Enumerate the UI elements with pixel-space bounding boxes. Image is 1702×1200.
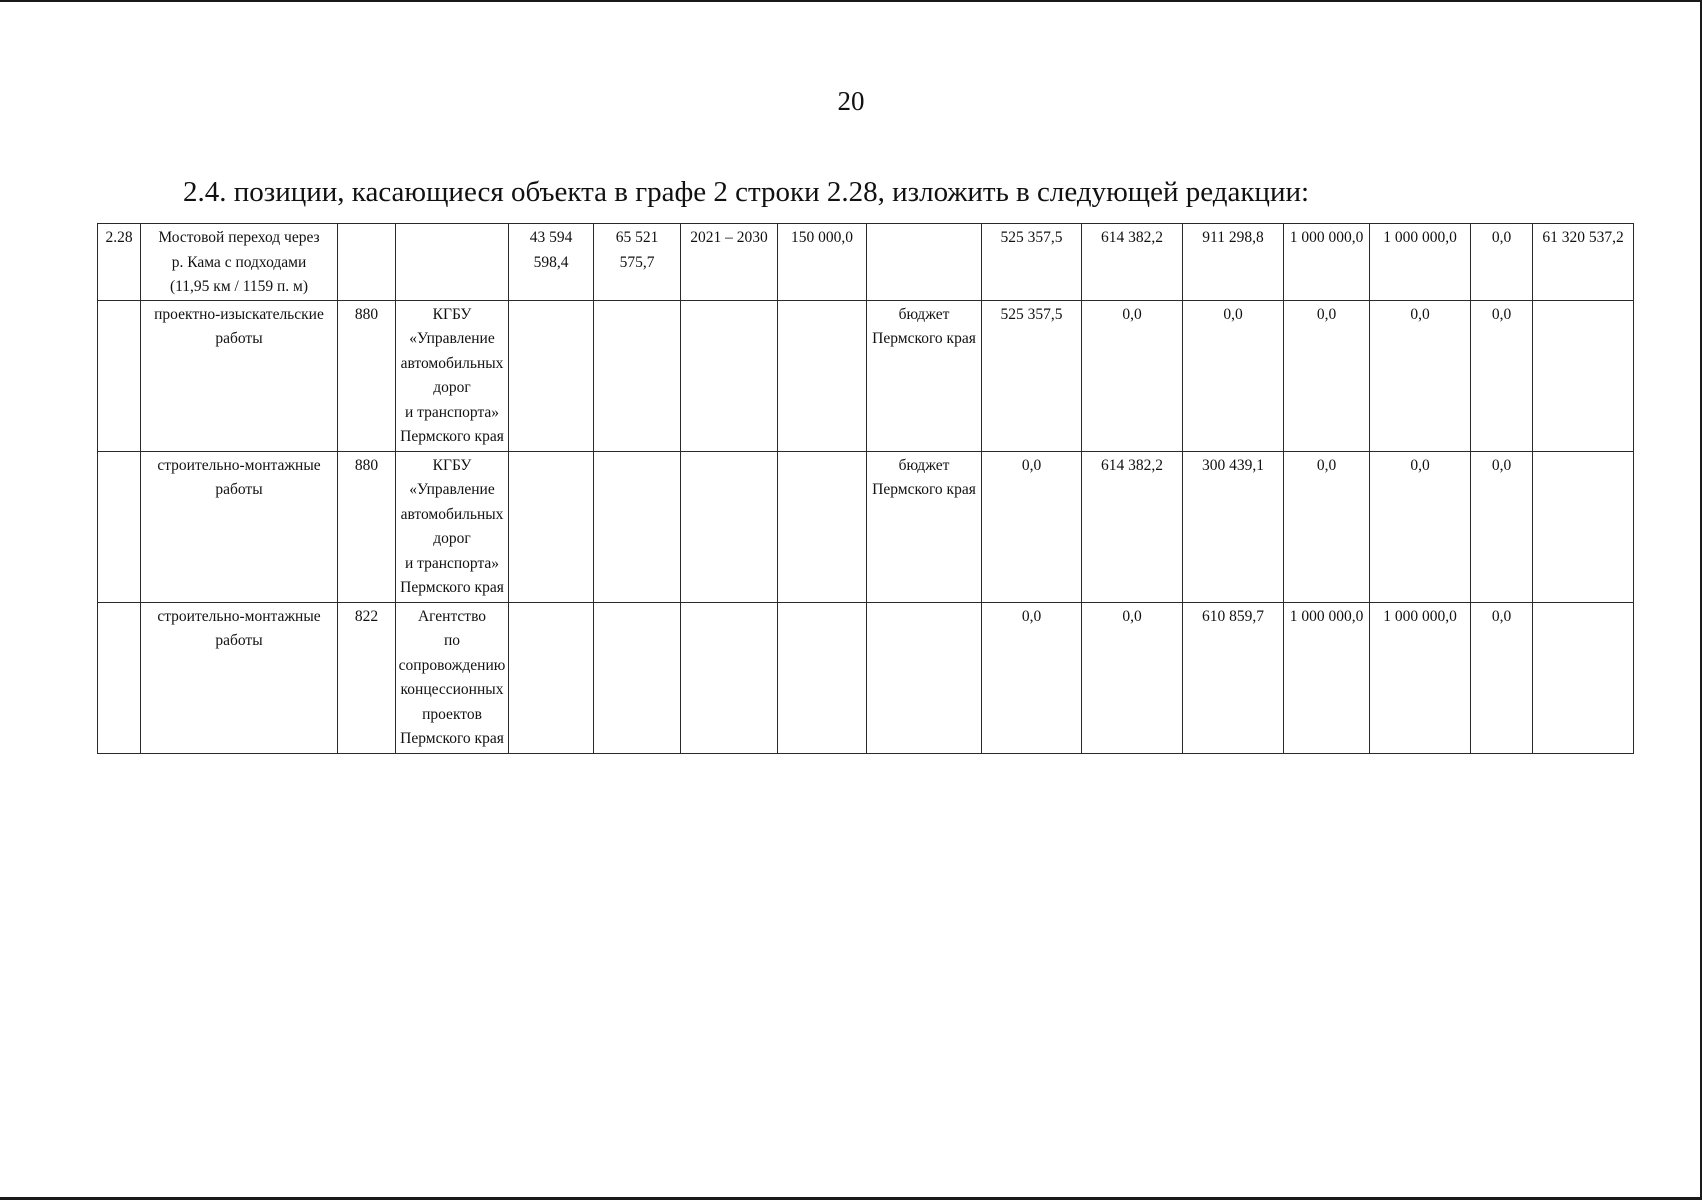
cell-object-name	[141, 602, 338, 753]
cell-amount-4: 1 000 000,0	[1284, 602, 1370, 753]
cell-implementation-period	[681, 602, 778, 753]
cell-amount-3: 300 439,1	[1183, 451, 1284, 602]
cell-row-number: 2.28	[98, 224, 141, 301]
cell-amount-5: 1 000 000,0	[1370, 224, 1471, 301]
cell-object-name	[141, 224, 338, 301]
cell-amount-3: 911 298,8	[1183, 224, 1284, 301]
table-body	[98, 224, 1634, 754]
cell-estimated-cost	[509, 224, 594, 301]
cell-line: автомобильных	[400, 354, 504, 372]
cell-amount-4: 1 000 000,0	[1284, 224, 1370, 301]
cell-amount-2: 0,0	[1082, 300, 1183, 451]
cell-capacity	[778, 451, 867, 602]
cell-amount-6: 0,0	[1471, 602, 1533, 753]
cell-row-number	[98, 300, 141, 451]
cell-capacity	[778, 300, 867, 451]
cell-funding-source	[867, 300, 982, 451]
cell-line: Агентство	[417, 607, 487, 625]
cell-line: бюджет	[898, 456, 950, 474]
cell-object-name	[141, 451, 338, 602]
cell-line: 65 521	[615, 229, 659, 246]
cell-estimated-cost	[509, 451, 594, 602]
cell-estimated-cost-2	[594, 451, 681, 602]
cell-line: Пермского края	[400, 428, 504, 445]
cell-total	[1533, 451, 1634, 602]
cell-line: дорог	[433, 530, 471, 547]
cell-line: 598,4	[533, 253, 569, 271]
cell-estimated-cost-2	[594, 300, 681, 451]
cell-admin-code: 880	[338, 451, 396, 602]
cell-line: по	[443, 632, 461, 649]
cell-amount-3: 610 859,7	[1183, 602, 1284, 753]
cell-line: дорог	[433, 379, 471, 396]
cell-amount-4: 0,0	[1284, 300, 1370, 451]
cell-estimated-cost-2	[594, 602, 681, 753]
cell-capacity	[778, 602, 867, 753]
cell-line: бюджет	[898, 305, 950, 323]
cell-line: 575,7	[619, 253, 655, 271]
cell-estimated-cost	[509, 602, 594, 753]
cell-line: «Управление	[409, 330, 495, 347]
cell-admin-code: 822	[338, 602, 396, 753]
budget-table	[97, 223, 1634, 754]
cell-implementation-period: 2021 – 2030	[681, 224, 778, 301]
cell-line: «Управление	[409, 481, 495, 498]
cell-line: и транспорта»	[404, 403, 500, 421]
cell-responsible-org	[396, 602, 509, 753]
cell-funding-source	[867, 602, 982, 753]
cell-line: проектов	[422, 705, 482, 723]
cell-amount-3: 0,0	[1183, 300, 1284, 451]
cell-amount-4: 0,0	[1284, 451, 1370, 602]
cell-amount-1: 525 357,5	[982, 300, 1082, 451]
cell-amount-2: 614 382,2	[1082, 451, 1183, 602]
cell-total	[1533, 300, 1634, 451]
cell-line: автомобильных	[400, 505, 504, 523]
cell-line: и транспорта»	[404, 554, 500, 572]
cell-row-number	[98, 451, 141, 602]
cell-amount-6: 0,0	[1471, 451, 1533, 602]
cell-line: р. Кама с подходами	[171, 253, 307, 271]
cell-line: строительно-монтажные	[157, 607, 321, 625]
cell-line: Пермского края	[872, 330, 976, 347]
cell-line: работы	[215, 632, 263, 649]
cell-funding-source	[867, 451, 982, 602]
cell-line: 43 594	[529, 229, 573, 246]
table-row	[98, 451, 1634, 602]
section-heading: 2.4. позиции, касающиеся объекта в графе 2 строки 2.28, изложить в следующей редакции:	[183, 176, 1310, 208]
cell-line: концессионных	[400, 681, 504, 698]
cell-implementation-period	[681, 451, 778, 602]
cell-admin-code: 880	[338, 300, 396, 451]
cell-admin-code	[338, 224, 396, 301]
cell-implementation-period	[681, 300, 778, 451]
cell-line: проектно-изыскательские	[154, 305, 324, 323]
cell-line: КГБУ	[432, 305, 472, 323]
cell-amount-1: 0,0	[982, 602, 1082, 753]
cell-amount-5: 0,0	[1370, 300, 1471, 451]
cell-capacity: 150 000,0	[778, 224, 867, 301]
cell-responsible-org	[396, 451, 509, 602]
cell-amount-6: 0,0	[1471, 224, 1533, 301]
cell-estimated-cost-2	[594, 224, 681, 301]
cell-line: Мостовой переход через	[158, 229, 320, 246]
cell-line: работы	[215, 481, 263, 498]
cell-amount-5: 1 000 000,0	[1370, 602, 1471, 753]
cell-amount-2: 0,0	[1082, 602, 1183, 753]
cell-line: сопровождению	[398, 656, 506, 674]
cell-amount-1: 0,0	[982, 451, 1082, 602]
cell-responsible-org	[396, 300, 509, 451]
cell-total: 61 320 537,2	[1533, 224, 1634, 301]
page-number: 20	[837, 86, 865, 116]
table-row	[98, 602, 1634, 753]
cell-line: КГБУ	[432, 456, 472, 474]
cell-line: Пермского края	[400, 579, 504, 596]
cell-row-number	[98, 602, 141, 753]
cell-amount-1: 525 357,5	[982, 224, 1082, 301]
table-row	[98, 224, 1634, 301]
cell-estimated-cost	[509, 300, 594, 451]
cell-amount-2: 614 382,2	[1082, 224, 1183, 301]
cell-amount-6: 0,0	[1471, 300, 1533, 451]
scan-edge-top	[0, 0, 1702, 2]
cell-line: Пермского края	[400, 730, 504, 747]
cell-funding-source	[867, 224, 982, 301]
cell-line: работы	[215, 330, 263, 347]
cell-line: Пермского края	[872, 481, 976, 498]
cell-line: строительно-монтажные	[157, 456, 321, 474]
cell-line: (11,95 км / 1159 п. м)	[169, 278, 309, 295]
table-row	[98, 300, 1634, 451]
cell-amount-5: 0,0	[1370, 451, 1471, 602]
cell-responsible-org	[396, 224, 509, 301]
cell-object-name	[141, 300, 338, 451]
cell-total	[1533, 602, 1634, 753]
